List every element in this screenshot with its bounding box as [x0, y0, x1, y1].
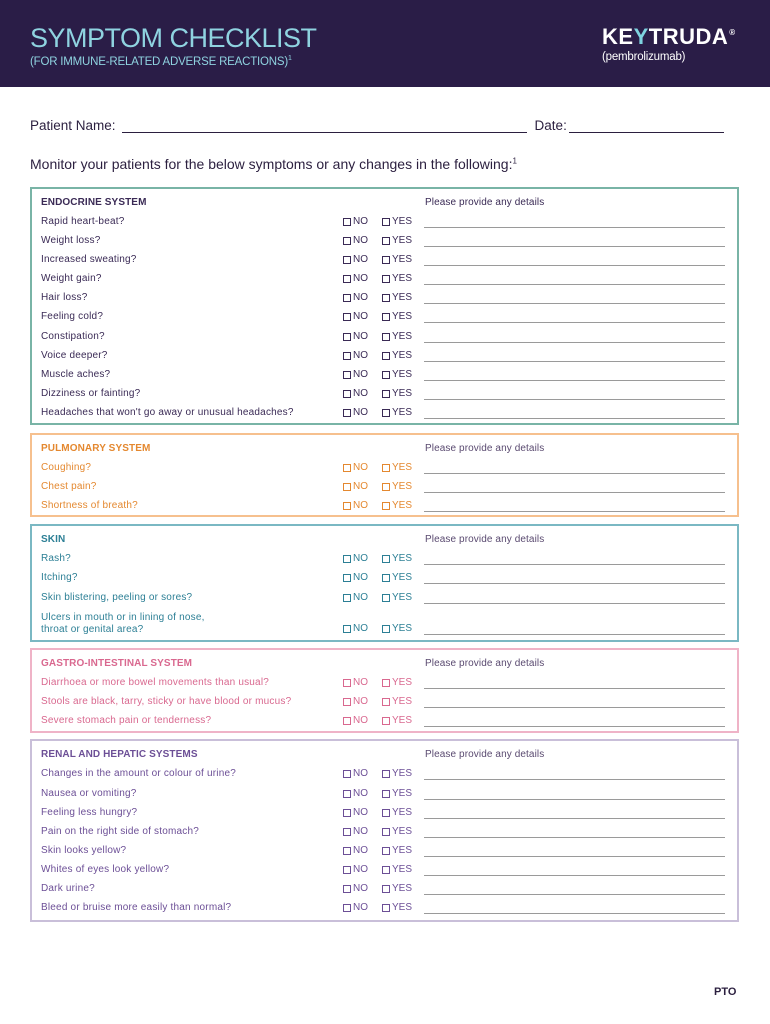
no-checkbox[interactable]: NO [343, 864, 368, 876]
symptom-row [32, 388, 737, 407]
details-field[interactable] [424, 418, 725, 419]
checkbox-icon [343, 904, 351, 912]
symptom-question: Changes in the amount or colour of urine? [41, 768, 236, 779]
checkbox-icon [343, 502, 351, 510]
no-checkbox[interactable]: NO [343, 696, 368, 708]
checkbox-icon [382, 904, 390, 912]
details-field[interactable] [424, 303, 725, 304]
details-header: Please provide any details [425, 534, 545, 545]
date-field[interactable] [569, 121, 724, 133]
symptom-row [32, 292, 737, 311]
checkbox-icon [382, 371, 390, 379]
monitor-instructions: Monitor your patients for the below symptoms or any changes in the following:$^1$ [30, 156, 517, 172]
symptom-row [32, 902, 737, 921]
no-checkbox[interactable]: NO [343, 826, 368, 838]
yes-checkbox[interactable]: YES [382, 462, 412, 474]
yes-checkbox[interactable]: YES [382, 235, 412, 247]
checkbox-icon [382, 828, 390, 836]
details-header: Please provide any details [425, 197, 545, 208]
details-field[interactable] [424, 227, 725, 228]
no-checkbox[interactable]: NO [343, 623, 368, 635]
details-field[interactable] [424, 634, 725, 635]
symptom-row [32, 331, 737, 350]
symptom-question: Rapid heart-beat? [41, 216, 125, 227]
checkbox-icon [382, 698, 390, 706]
symptom-question: Chest pain? [41, 481, 97, 492]
symptom-row [32, 481, 737, 500]
details-field[interactable] [424, 342, 725, 343]
section-title: RENAL AND HEPATIC SYSTEMS [41, 749, 198, 760]
checkbox-icon [343, 464, 351, 472]
yes-checkbox[interactable]: YES [382, 807, 412, 819]
patient-info-row [30, 118, 740, 133]
checkbox-icon [382, 256, 390, 264]
no-checkbox[interactable]: NO [343, 883, 368, 895]
symptom-row [32, 369, 737, 388]
brand-name: KE Y TRUDA ® [602, 24, 736, 49]
yes-checkbox[interactable]: YES [382, 715, 412, 727]
symptom-question: Constipation? [41, 331, 105, 342]
details-field[interactable] [424, 265, 725, 266]
checkbox-icon [343, 866, 351, 874]
details-field[interactable] [424, 583, 725, 584]
page-subtitle: (FOR IMMUNE-RELATED ADVERSE REACTIONS)$^1$ [30, 55, 292, 68]
page-title: SYMPTOM CHECKLIST [30, 23, 317, 53]
section-title: PULMONARY SYSTEM [41, 443, 151, 454]
details-field[interactable] [424, 875, 725, 876]
checkbox-icon [343, 371, 351, 379]
symptom-question: Weight gain? [41, 273, 102, 284]
checkbox-icon [343, 679, 351, 687]
yes-checkbox[interactable]: YES [382, 845, 412, 857]
yes-checkbox[interactable]: YES [382, 696, 412, 708]
symptom-row [32, 216, 737, 235]
symptom-row [32, 235, 737, 254]
symptom-question: Increased sweating? [41, 254, 137, 265]
no-checkbox[interactable]: NO [343, 902, 368, 914]
details-field[interactable] [424, 799, 725, 800]
symptom-row [32, 845, 737, 864]
symptom-row [32, 500, 737, 519]
symptom-question: Whites of eyes look yellow? [41, 864, 170, 875]
no-checkbox[interactable]: NO [343, 462, 368, 474]
symptom-question: Shortness of breath? [41, 500, 138, 511]
yes-checkbox[interactable]: YES [382, 350, 412, 362]
yes-checkbox[interactable]: YES [382, 388, 412, 400]
symptom-question: Weight loss? [41, 235, 101, 246]
symptom-question: Diarrhoea or more bowel movements than usual? [41, 677, 269, 688]
symptom-row [32, 826, 737, 845]
yes-checkbox[interactable]: YES [382, 311, 412, 323]
details-field[interactable] [424, 564, 725, 565]
checkbox-icon [343, 770, 351, 778]
yes-checkbox[interactable]: YES [382, 500, 412, 512]
checkbox-icon [343, 555, 351, 563]
checkbox-icon [343, 790, 351, 798]
symptom-question: Ulcers in mouth or in lining of nose, throat or genital area? [41, 612, 205, 635]
no-checkbox[interactable]: NO [343, 715, 368, 727]
checkbox-icon [382, 885, 390, 893]
details-header: Please provide any details [425, 443, 545, 454]
checkbox-icon [382, 352, 390, 360]
symptom-row [32, 612, 737, 638]
checkbox-icon [382, 502, 390, 510]
details-field[interactable] [424, 726, 725, 727]
date-label: Date: [534, 118, 567, 133]
yes-checkbox[interactable]: YES [382, 826, 412, 838]
symptom-row [32, 553, 737, 572]
no-checkbox[interactable]: NO [343, 500, 368, 512]
checkbox-icon [343, 352, 351, 360]
no-checkbox[interactable]: NO [343, 311, 368, 323]
checkbox-icon [343, 275, 351, 283]
checkbox-icon [382, 275, 390, 283]
symptom-question: Feeling less hungry? [41, 807, 138, 818]
symptom-question: Feeling cold? [41, 311, 104, 322]
symptom-question: Coughing? [41, 462, 92, 473]
no-checkbox[interactable]: NO [343, 481, 368, 493]
checkbox-icon [382, 464, 390, 472]
symptom-question: Hair loss? [41, 292, 88, 303]
details-field[interactable] [424, 284, 725, 285]
checkbox-icon [343, 483, 351, 491]
no-checkbox[interactable]: NO [343, 216, 368, 228]
checkbox-icon [343, 294, 351, 302]
section-gastro-intestinal [30, 648, 739, 733]
symptom-question: Stools are black, tarry, sticky or have blood or mucus? [41, 696, 292, 707]
symptom-row [32, 462, 737, 481]
checkbox-icon [343, 256, 351, 264]
checkbox-icon [343, 409, 351, 417]
checkbox-icon [343, 390, 351, 398]
yes-checkbox[interactable]: YES [382, 481, 412, 493]
yes-checkbox[interactable]: YES [382, 572, 412, 584]
yes-checkbox[interactable]: YES [382, 407, 412, 419]
no-checkbox[interactable]: NO [343, 845, 368, 857]
please-turn-over: PTO [714, 986, 737, 998]
details-field[interactable] [424, 894, 725, 895]
symptom-row [32, 715, 737, 734]
checkbox-icon [343, 574, 351, 582]
symptom-row [32, 273, 737, 292]
details-field[interactable] [424, 511, 725, 512]
section-title: ENDOCRINE SYSTEM [41, 197, 147, 208]
yes-checkbox[interactable]: YES [382, 592, 412, 604]
patient-name-label: Patient Name: [30, 118, 116, 133]
keytruda-logo [602, 24, 747, 63]
details-field[interactable] [424, 322, 725, 323]
header-banner [0, 0, 770, 87]
symptom-question: Pain on the right side of stomach? [41, 826, 200, 837]
checkbox-icon [343, 237, 351, 245]
checkbox-icon [382, 594, 390, 602]
yes-checkbox[interactable]: YES [382, 273, 412, 285]
checkbox-icon [382, 237, 390, 245]
no-checkbox[interactable]: NO [343, 572, 368, 584]
symptom-question: Bleed or bruise more easily than normal? [41, 902, 232, 913]
yes-checkbox[interactable]: YES [382, 677, 412, 689]
checkbox-icon [382, 847, 390, 855]
symptom-question: Itching? [41, 572, 78, 583]
symptom-row [32, 807, 737, 826]
no-checkbox[interactable]: NO [343, 807, 368, 819]
symptom-question: Headaches that won't go away or unusual headaches? [41, 407, 294, 418]
checkbox-icon [382, 218, 390, 226]
symptom-question: Rash? [41, 553, 71, 564]
symptom-row [32, 677, 737, 696]
no-checkbox[interactable]: NO [343, 768, 368, 780]
no-checkbox[interactable]: NO [343, 331, 368, 343]
checkbox-icon [382, 294, 390, 302]
symptom-row [32, 883, 737, 902]
details-field[interactable] [424, 688, 725, 689]
checkbox-icon [343, 698, 351, 706]
checkbox-icon [343, 594, 351, 602]
symptom-question: Voice deeper? [41, 350, 108, 361]
symptom-question: Skin blistering, peeling or sores? [41, 592, 193, 603]
details-field[interactable] [424, 473, 725, 474]
checkbox-icon [382, 625, 390, 633]
details-field[interactable] [424, 492, 725, 493]
yes-checkbox[interactable]: YES [382, 331, 412, 343]
symptom-question: Dark urine? [41, 883, 95, 894]
yes-checkbox[interactable]: YES [382, 553, 412, 565]
no-checkbox[interactable]: NO [343, 350, 368, 362]
no-checkbox[interactable]: NO [343, 677, 368, 689]
details-field[interactable] [424, 837, 725, 838]
checkbox-icon [343, 828, 351, 836]
checkbox-icon [343, 333, 351, 341]
checkbox-icon [382, 717, 390, 725]
checkbox-icon [382, 809, 390, 817]
patient-name-field[interactable] [122, 121, 527, 133]
checkbox-icon [382, 555, 390, 563]
symptom-question: Nausea or vomiting? [41, 788, 137, 799]
checkbox-icon [343, 885, 351, 893]
symptom-row [32, 350, 737, 369]
yes-checkbox[interactable]: YES [382, 883, 412, 895]
checkbox-icon [382, 574, 390, 582]
details-field[interactable] [424, 380, 725, 381]
generic-name: (pembrolizumab) [602, 51, 686, 63]
details-header: Please provide any details [425, 658, 545, 669]
section-endocrine [30, 187, 739, 425]
checkbox-icon [382, 390, 390, 398]
checkbox-icon [343, 313, 351, 321]
symptom-question: Skin looks yellow? [41, 845, 127, 856]
symptom-row [32, 407, 737, 426]
details-field[interactable] [424, 361, 725, 362]
symptom-question: Severe stomach pain or tenderness? [41, 715, 212, 726]
yes-checkbox[interactable]: YES [382, 902, 412, 914]
checkbox-icon [343, 809, 351, 817]
section-title: GASTRO-INTESTINAL SYSTEM [41, 658, 193, 669]
details-field[interactable] [424, 913, 725, 914]
details-field[interactable] [424, 818, 725, 819]
details-field[interactable] [424, 246, 725, 247]
checkbox-icon [382, 483, 390, 491]
yes-checkbox[interactable]: YES [382, 369, 412, 381]
symptom-row [32, 788, 737, 807]
details-field[interactable] [424, 707, 725, 708]
checkbox-icon [382, 790, 390, 798]
details-field[interactable] [424, 779, 725, 780]
section-renal-hepatic [30, 739, 739, 922]
no-checkbox[interactable]: NO [343, 553, 368, 565]
no-checkbox[interactable]: NO [343, 388, 368, 400]
symptom-row [32, 696, 737, 715]
yes-checkbox[interactable]: YES [382, 768, 412, 780]
checkbox-icon [343, 847, 351, 855]
details-field[interactable] [424, 856, 725, 857]
checkbox-icon [343, 625, 351, 633]
yes-checkbox[interactable]: YES [382, 623, 412, 635]
no-checkbox[interactable]: NO [343, 254, 368, 266]
yes-checkbox[interactable]: YES [382, 788, 412, 800]
details-field[interactable] [424, 399, 725, 400]
yes-checkbox[interactable]: YES [382, 216, 412, 228]
symptom-row [32, 592, 737, 611]
symptom-question: Dizziness or fainting? [41, 388, 141, 399]
checkbox-icon [382, 679, 390, 687]
no-checkbox[interactable]: NO [343, 292, 368, 304]
details-field[interactable] [424, 603, 725, 604]
no-checkbox[interactable]: NO [343, 369, 368, 381]
symptom-row [32, 572, 737, 591]
checkbox-icon [382, 409, 390, 417]
details-header: Please provide any details [425, 749, 545, 760]
symptom-row [32, 311, 737, 330]
checkbox-icon [343, 717, 351, 725]
yes-checkbox[interactable]: YES [382, 864, 412, 876]
symptom-row [32, 768, 737, 787]
section-title: SKIN [41, 534, 66, 545]
checkbox-icon [382, 866, 390, 874]
no-checkbox[interactable]: NO [343, 235, 368, 247]
checkbox-icon [382, 313, 390, 321]
checkbox-icon [343, 218, 351, 226]
no-checkbox[interactable]: NO [343, 273, 368, 285]
no-checkbox[interactable]: NO [343, 407, 368, 419]
symptom-row [32, 864, 737, 883]
no-checkbox[interactable]: NO [343, 788, 368, 800]
yes-checkbox[interactable]: YES [382, 254, 412, 266]
symptom-question: Muscle aches? [41, 369, 111, 380]
section-pulmonary [30, 433, 739, 517]
checkbox-icon [382, 333, 390, 341]
symptom-row [32, 254, 737, 273]
section-skin [30, 524, 739, 642]
yes-checkbox[interactable]: YES [382, 292, 412, 304]
no-checkbox[interactable]: NO [343, 592, 368, 604]
checkbox-icon [382, 770, 390, 778]
